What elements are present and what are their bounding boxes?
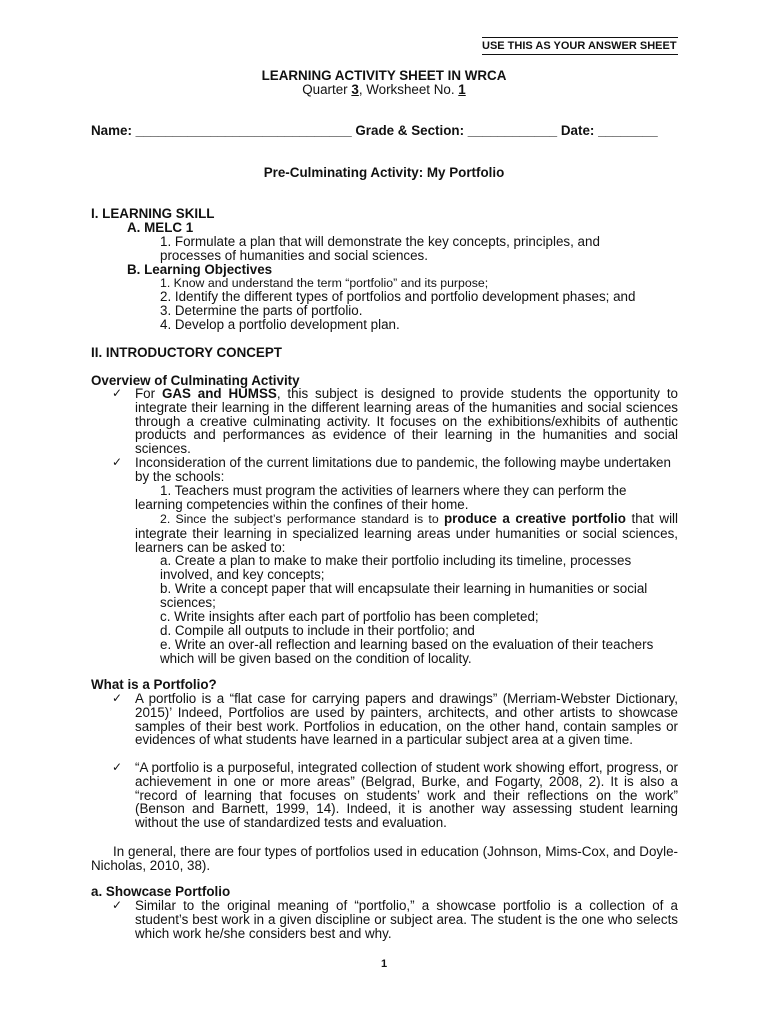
section-learning-skill: I. LEARNING SKILL: [91, 206, 215, 221]
showcase-description: Similar to the original meaning of “portfolio,” a showcase portfolio is a collection of a student’s best work in a given discipline or subject area. The student is the one who selects which work he/she considers best and why.: [135, 898, 678, 941]
checkmark-icon: ✓: [112, 455, 123, 469]
checkmark-icon: ✓: [112, 691, 123, 705]
overview-bullet-2-line2: by the schools:: [135, 469, 225, 484]
overview-bullet-2-line1: Inconsideration of the current limitations due to pandemic, the following maybe undertaken: [135, 455, 671, 470]
objective-item: 2. Identify the different types of portfolios and portfolio development phases; and: [160, 289, 636, 304]
subitem-b-line2: sciences;: [160, 595, 216, 610]
quarter-number: 3: [351, 82, 359, 97]
subitem-d: d. Compile all outputs to include in their portfolio; and: [160, 623, 475, 638]
document-title: LEARNING ACTIVITY SHEET IN WRCA: [261, 68, 507, 83]
subitem-a-line1: a. Create a plan to make to make their portfolio including its timeline, processes: [160, 553, 632, 568]
teacher-item-line2: learning competencies within the confines of their home.: [135, 497, 469, 512]
subitem-b-line1: b. Write a concept paper that will encapsulate their learning in humanities or social: [160, 581, 648, 596]
section-introductory-concept: II. INTRODUCTORY CONCEPT: [91, 345, 282, 360]
portfolio-heading: What is a Portfolio?: [91, 677, 217, 692]
date-label: Date:: [560, 123, 595, 138]
portfolio-purposeful-definition: “A portfolio is a purposeful, integrated collection of student work showing effort, progress, or achievement in one or more areas” (Belgrad, Burke, and Fogarty, 2008, 2). It is also a “record of learning that focuses on students’ work and their reflections on the work” (Benson and Barnett, 1999, 14). Indeed, it is another way assessing student learning without the use of standardized tests and evaluation.: [135, 760, 678, 831]
subitem-e-line1: e. Write an over-all reflection and learning based on the evaluation of their teachers: [160, 637, 654, 652]
date-field[interactable]: ________: [598, 123, 658, 138]
objective-item: 4. Develop a portfolio development plan.: [160, 317, 400, 332]
checkmark-icon: ✓: [112, 760, 123, 774]
overview-heading: Overview of Culminating Activity: [91, 373, 300, 388]
performance-standard-item: 2. Since the subject’s performance standard is to produce a creative portfolio that will integrate their learning in specialized learning areas under humanities or social sciences, learners can be asked to:: [135, 511, 678, 555]
quarter-line: Quarter 3, Worksheet No. 1: [302, 82, 466, 97]
objective-item: 3. Determine the parts of portfolio.: [160, 303, 363, 318]
name-label: Name:: [91, 123, 132, 138]
subitem-a-line2: involved, and key concepts;: [160, 567, 325, 582]
showcase-heading: a. Showcase Portfolio: [91, 884, 231, 899]
page-number: 1: [380, 958, 388, 970]
subitem-c: c. Write insights after each part of portfolio has been completed;: [160, 609, 539, 624]
teacher-item-line1: 1. Teachers must program the activities of learners where they can perform the: [160, 483, 627, 498]
grade-field[interactable]: ____________: [467, 123, 558, 138]
worksheet-number: 1: [458, 82, 466, 97]
objectives-heading: B. Learning Objectives: [127, 262, 273, 277]
portfolio-types-intro: In general, there are four types of portfolios used in education (Johnson, Mims-Cox, and Doyle-Nicholas, 2010, 38).: [91, 844, 678, 873]
checkmark-icon: ✓: [112, 386, 123, 400]
melc-item-line1: 1. Formulate a plan that will demonstrate the key concepts, principles, and: [160, 234, 600, 249]
melc-item-line2: processes of humanities and social sciences.: [160, 248, 428, 263]
subitem-e-line2: which will be given based on the condition of locality.: [160, 651, 472, 666]
overview-bullet-1: For GAS and HUMSS, this subject is designed to provide students the opportunity to integrate their learning in the different learning areas of the humanities and social sciences through a creative culminating activity. It focuses on the exhibitions/exhibits of authentic products and performances as evidence of their learning in the humanities and social sciences.: [135, 386, 678, 457]
student-info-line: [91, 124, 691, 138]
name-field[interactable]: _____________________________: [135, 123, 352, 138]
grade-label: Grade & Section:: [355, 123, 465, 138]
checkmark-icon: ✓: [112, 898, 123, 912]
answer-sheet-note: USE THIS AS YOUR ANSWER SHEET: [482, 40, 678, 55]
activity-title: Pre-Culminating Activity: My Portfolio: [263, 165, 505, 180]
portfolio-definition: A portfolio is a “flat case for carrying papers and drawings” (Merriam-Webster Dictionary, 2015)’ Indeed, Portfolios are used by painters, architects, and other artists to showcase samples of their best work. Portfolios in education, on the other hand, contain samples or evidences of what students have learned in a particular subject area at a given time.: [135, 691, 678, 748]
objective-item: 1. Know and understand the term “portfolio” and its purpose;: [160, 276, 489, 290]
melc-heading: A. MELC 1: [127, 220, 194, 235]
